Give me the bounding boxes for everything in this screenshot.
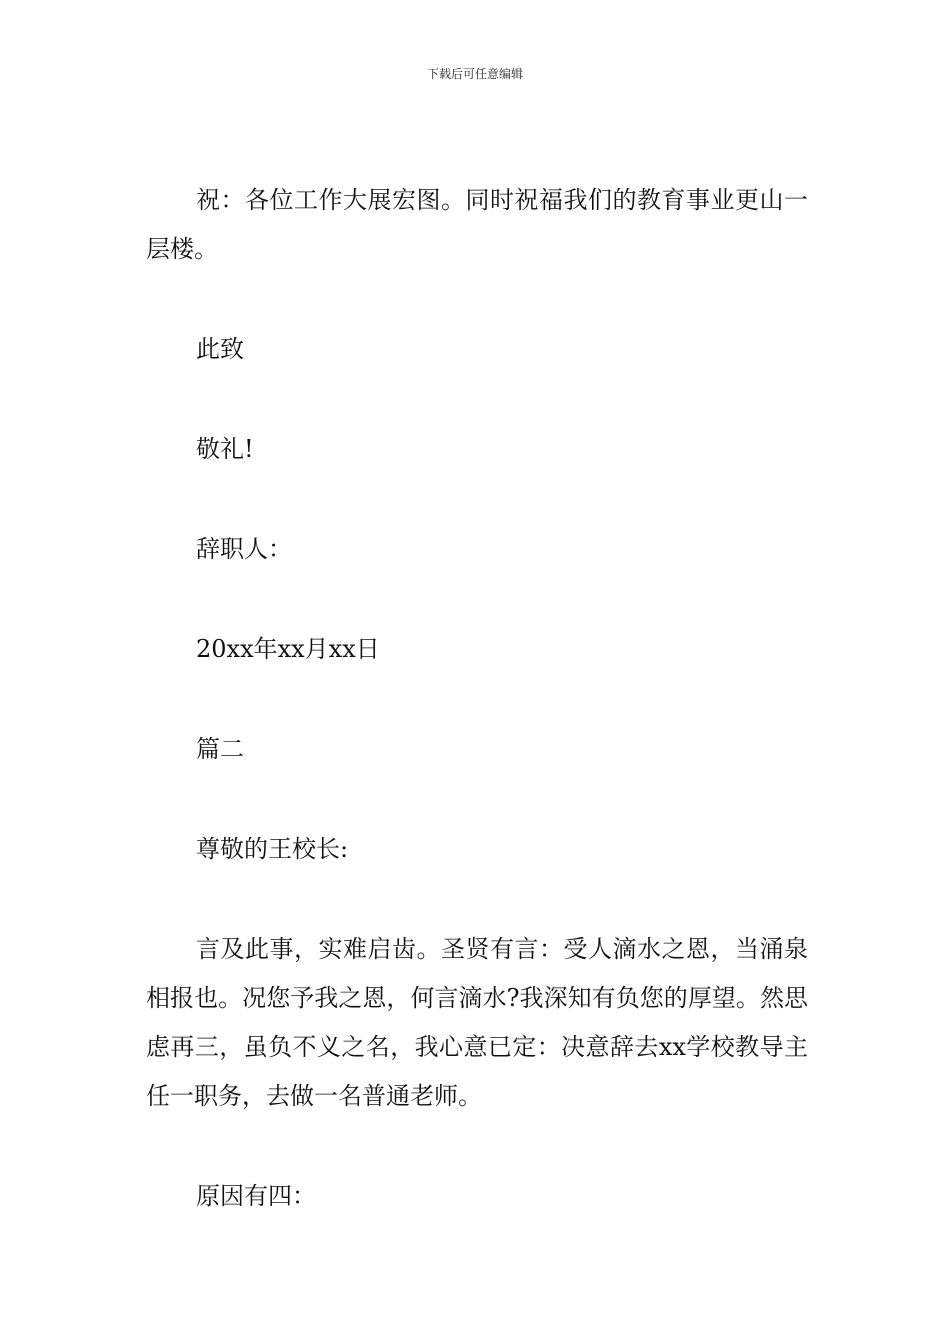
paragraph-body-main: 言及此事，实难启齿。圣贤有言：受人滴水之恩，当涌泉相报也。况您予我之恩，何言滴水?我深知有负您的厚望。然思虑再三，虽负不义之名，我心意已定：决意辞去xx学校教导主任一职务，去做一名普通老师。 (146, 935, 808, 1110)
paragraph-reasons-intro: 原因有四： (196, 1182, 316, 1210)
page-header-note: 下载后可任意编辑 (426, 67, 523, 81)
section-heading: 篇二 (196, 735, 244, 763)
paragraph-salutation: 尊敬的王校长: (196, 835, 349, 863)
paragraph-closing-jingli: 敬礼! (196, 435, 254, 463)
paragraph-signature: 辞职人： (196, 535, 292, 563)
document-body (146, 176, 808, 1221)
paragraph-blessing: 祝：各位工作大展宏图。同时祝福我们的教育事业更山一层楼。 (146, 186, 808, 263)
paragraph-closing-zhici: 此致 (196, 335, 244, 363)
paragraph-date: 20xx年xx月xx日 (196, 635, 380, 663)
